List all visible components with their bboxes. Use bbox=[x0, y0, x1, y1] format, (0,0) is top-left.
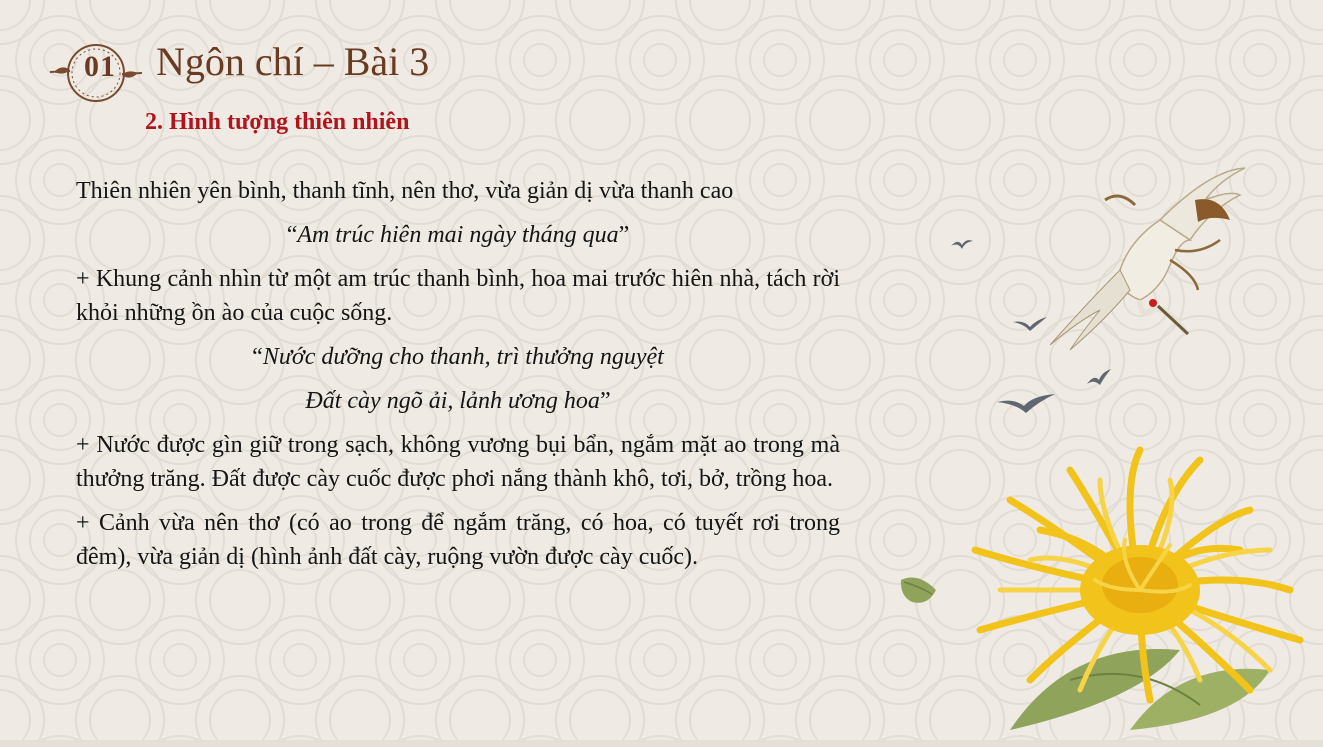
leaf-icon bbox=[898, 572, 940, 606]
quote-open-mark: “ bbox=[252, 344, 263, 370]
bird-icon bbox=[996, 392, 1056, 414]
section-subtitle: 2. Hình tượng thiên nhiên bbox=[145, 109, 410, 135]
bird-icon bbox=[950, 236, 974, 250]
content-body bbox=[76, 174, 840, 574]
quote-open-mark: “ bbox=[286, 222, 298, 248]
quote-one bbox=[76, 218, 840, 252]
point-one-paragraph: + Khung cảnh nhìn từ một am trúc thanh bình, hoa mai trước hiên nhà, tách rời khỏi những ồn ào của cuộc sống. bbox=[76, 266, 840, 326]
quote-two-line-two-text: Đất cày ngõ ải, lảnh ương hoa bbox=[305, 388, 600, 414]
point-three-paragraph: + Cảnh vừa nên thơ (có ao trong để ngắm trăng, có hoa, có tuyết rơi trong đêm), vừa giản dị (hình ảnh đất cày, ruộng vườn được cày cuốc). bbox=[76, 510, 840, 570]
point-two-paragraph: + Nước được gìn giữ trong sạch, không vương bụi bẩn, ngắm mặt ao trong mà thưởng trăng. Đất được cày cuốc được phơi nắng thành khô, tơi, bở, trồng hoa. bbox=[76, 432, 840, 492]
intro-paragraph: Thiên nhiên yên bình, thanh tĩnh, nên thơ, vừa giản dị vừa thanh cao bbox=[76, 178, 734, 204]
page-title: Ngôn chí – Bài 3 bbox=[156, 39, 430, 84]
quote-two-line-one bbox=[76, 340, 840, 374]
quote-close-mark: ” bbox=[599, 388, 611, 414]
bird-icon bbox=[1012, 316, 1048, 332]
bird-icon bbox=[1086, 368, 1112, 386]
quote-two-line-one-text: Nước dưỡng cho thanh, trì thưởng nguyệt bbox=[262, 344, 664, 370]
section-number-badge: 01 bbox=[84, 50, 116, 83]
chrysanthemum-icon bbox=[950, 440, 1320, 740]
quote-close-mark: ” bbox=[618, 222, 630, 248]
crane-icon bbox=[1020, 160, 1250, 360]
quote-two-line-two bbox=[76, 384, 840, 418]
quote-one-text: Am trúc hiên mai ngày tháng qua bbox=[297, 222, 619, 248]
